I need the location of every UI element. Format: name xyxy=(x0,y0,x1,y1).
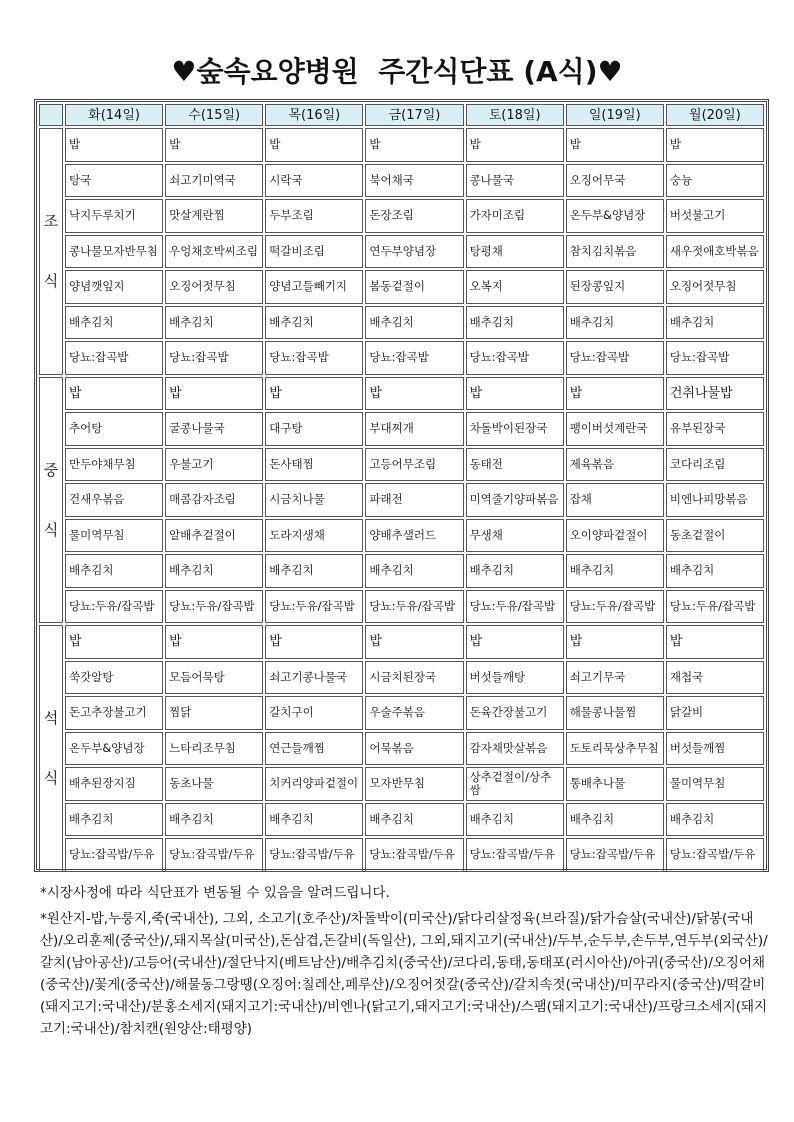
day-header: 금(17일) xyxy=(365,104,463,126)
menu-row xyxy=(39,625,764,659)
menu-cell: 배추김치 xyxy=(65,803,163,837)
menu-cell: 가자미조림 xyxy=(466,199,564,233)
menu-cell: 배추김치 xyxy=(566,306,664,340)
menu-cell: 밥 xyxy=(65,377,163,411)
menu-cell: 제육볶음 xyxy=(566,448,664,482)
menu-cell: 당뇨:잡곡밥 xyxy=(566,341,664,375)
menu-cell: 쇠고기미역국 xyxy=(165,164,263,198)
menu-table-frame xyxy=(34,99,769,872)
menu-cell: 양념깻잎지 xyxy=(65,270,163,304)
menu-cell: 쇠고기콩나물국 xyxy=(265,661,363,695)
menu-cell: 코다리조림 xyxy=(666,448,764,482)
menu-cell: 된장콩잎지 xyxy=(566,270,664,304)
menu-cell: 배추김치 xyxy=(666,803,764,837)
menu-cell: 비엔나피망볶음 xyxy=(666,483,764,517)
menu-row xyxy=(39,199,764,233)
menu-cell: 갈치구이 xyxy=(265,696,363,730)
menu-cell: 당뇨:잡곡밥/두유 xyxy=(566,838,664,872)
menu-cell: 시락국 xyxy=(265,164,363,198)
menu-cell: 우불고기 xyxy=(165,448,263,482)
menu-cell: 참치김치볶음 xyxy=(566,235,664,269)
menu-cell: 양념고들빼기지 xyxy=(265,270,363,304)
menu-cell: 배추김치 xyxy=(65,306,163,340)
menu-row xyxy=(39,767,764,801)
menu-cell: 동초겉절이 xyxy=(666,519,764,553)
menu-cell: 밥 xyxy=(466,625,564,659)
menu-cell: 동태전 xyxy=(466,448,564,482)
meal-label: 중 식 xyxy=(39,377,63,624)
menu-cell: 콩나물모자반무침 xyxy=(65,235,163,269)
menu-cell: 밥 xyxy=(566,625,664,659)
menu-cell: 버섯불고기 xyxy=(666,199,764,233)
menu-cell: 팽이버섯계란국 xyxy=(566,412,664,446)
menu-cell: 무생채 xyxy=(466,519,564,553)
menu-row xyxy=(39,306,764,340)
menu-cell: 배추김치 xyxy=(165,306,263,340)
menu-row xyxy=(39,164,764,198)
menu-row xyxy=(39,554,764,588)
menu-cell: 배추김치 xyxy=(666,306,764,340)
menu-cell: 돈육간장불고기 xyxy=(466,696,564,730)
menu-cell: 배추김치 xyxy=(365,554,463,588)
menu-cell: 해물콩나물찜 xyxy=(566,696,664,730)
menu-cell: 밥 xyxy=(365,625,463,659)
menu-row xyxy=(39,661,764,695)
notes-section xyxy=(40,882,770,1044)
menu-cell: 버섯들깨탕 xyxy=(466,661,564,695)
meal-label: 석 식 xyxy=(39,625,63,872)
menu-cell: 오징어젓무침 xyxy=(165,270,263,304)
menu-cell: 파래전 xyxy=(365,483,463,517)
menu-cell: 배추김치 xyxy=(466,554,564,588)
menu-cell: 숭늉 xyxy=(666,164,764,198)
menu-cell: 밥 xyxy=(265,625,363,659)
menu-cell: 당뇨:두유/잡곡밥 xyxy=(466,590,564,624)
menu-row xyxy=(39,377,764,411)
menu-cell: 배추김치 xyxy=(265,803,363,837)
menu-row xyxy=(39,519,764,553)
menu-cell: 당뇨:두유/잡곡밥 xyxy=(566,590,664,624)
menu-cell: 느타리조무침 xyxy=(165,732,263,766)
menu-cell: 모자반무침 xyxy=(365,767,463,801)
menu-cell: 쑥갓알탕 xyxy=(65,661,163,695)
menu-cell: 밥 xyxy=(666,128,764,162)
menu-cell: 건새우볶음 xyxy=(65,483,163,517)
menu-cell: 콩나물국 xyxy=(466,164,564,198)
menu-cell: 오복지 xyxy=(466,270,564,304)
menu-cell: 잡채 xyxy=(566,483,664,517)
menu-cell: 도토리묵상추무침 xyxy=(566,732,664,766)
menu-cell: 당뇨:잡곡밥 xyxy=(265,341,363,375)
menu-row xyxy=(39,696,764,730)
menu-cell: 떡갈비조림 xyxy=(265,235,363,269)
menu-cell: 고등어무조림 xyxy=(365,448,463,482)
menu-cell: 우술주볶음 xyxy=(365,696,463,730)
menu-cell: 배추김치 xyxy=(65,554,163,588)
menu-cell: 우엉채호박씨조림 xyxy=(165,235,263,269)
menu-cell: 밥 xyxy=(165,625,263,659)
menu-cell: 당뇨:잡곡밥/두유 xyxy=(666,838,764,872)
menu-cell: 배추김치 xyxy=(165,554,263,588)
menu-cell: 어묵볶음 xyxy=(365,732,463,766)
menu-cell: 밥 xyxy=(466,377,564,411)
page-title: ♥숲속요양병원 주간식단표 (A식)♥ xyxy=(171,55,623,88)
menu-cell: 차돌박이된장국 xyxy=(466,412,564,446)
menu-row xyxy=(39,838,764,872)
menu-cell: 동초나물 xyxy=(165,767,263,801)
menu-cell: 북어채국 xyxy=(365,164,463,198)
menu-row xyxy=(39,590,764,624)
menu-cell: 배추김치 xyxy=(566,554,664,588)
menu-cell: 배추김치 xyxy=(466,803,564,837)
menu-cell: 당뇨:잡곡밥 xyxy=(666,341,764,375)
menu-cell: 재첩국 xyxy=(666,661,764,695)
menu-cell: 탕평채 xyxy=(466,235,564,269)
menu-body xyxy=(39,128,764,872)
menu-cell: 배추김치 xyxy=(365,306,463,340)
menu-cell: 배추김치 xyxy=(566,803,664,837)
menu-cell: 오이양파겉절이 xyxy=(566,519,664,553)
day-header: 토(18일) xyxy=(466,104,564,126)
menu-cell: 밥 xyxy=(65,128,163,162)
menu-row xyxy=(39,732,764,766)
menu-cell: 쇠고기무국 xyxy=(566,661,664,695)
menu-cell: 밥 xyxy=(265,128,363,162)
menu-cell: 당뇨:잡곡밥/두유 xyxy=(265,838,363,872)
menu-cell: 물미역무침 xyxy=(666,767,764,801)
menu-row xyxy=(39,448,764,482)
menu-cell: 부대찌개 xyxy=(365,412,463,446)
menu-row xyxy=(39,483,764,517)
menu-cell: 오징어무국 xyxy=(566,164,664,198)
menu-cell: 대구탕 xyxy=(265,412,363,446)
menu-cell: 당뇨:두유/잡곡밥 xyxy=(165,590,263,624)
header-corner xyxy=(39,104,63,126)
menu-row xyxy=(39,235,764,269)
menu-cell: 돈장조림 xyxy=(365,199,463,233)
menu-row xyxy=(39,128,764,162)
menu-cell: 밥 xyxy=(566,377,664,411)
notice-text: *시장사정에 따라 식단표가 변동될 수 있음을 알려드립니다. xyxy=(40,885,390,901)
menu-cell: 매콤감자조림 xyxy=(165,483,263,517)
menu-cell: 감자채맛살볶음 xyxy=(466,732,564,766)
menu-cell: 밥 xyxy=(365,377,463,411)
menu-cell: 당뇨:잡곡밥 xyxy=(165,341,263,375)
menu-row xyxy=(39,341,764,375)
menu-cell: 시금치된장국 xyxy=(365,661,463,695)
menu-cell: 물미역무침 xyxy=(65,519,163,553)
day-header-row xyxy=(39,104,764,126)
menu-cell: 당뇨:두유/잡곡밥 xyxy=(365,590,463,624)
menu-cell: 온두부&양념장 xyxy=(566,199,664,233)
day-header: 화(14일) xyxy=(65,104,163,126)
menu-row xyxy=(39,803,764,837)
menu-cell: 밥 xyxy=(466,128,564,162)
menu-cell: 밥 xyxy=(566,128,664,162)
menu-cell: 연두부양념장 xyxy=(365,235,463,269)
meal-label: 조 식 xyxy=(39,128,63,375)
menu-cell: 닭갈비 xyxy=(666,696,764,730)
menu-cell: 배추김치 xyxy=(365,803,463,837)
menu-cell: 만두야채무침 xyxy=(65,448,163,482)
menu-cell: 밥 xyxy=(365,128,463,162)
menu-cell: 당뇨:잡곡밥 xyxy=(65,341,163,375)
menu-cell: 배추김치 xyxy=(265,306,363,340)
menu-cell: 두부조림 xyxy=(265,199,363,233)
menu-cell: 당뇨:잡곡밥/두유 xyxy=(365,838,463,872)
menu-cell: 연근들깨찜 xyxy=(265,732,363,766)
menu-cell: 배추김치 xyxy=(666,554,764,588)
menu-cell: 통배추나물 xyxy=(566,767,664,801)
menu-cell: 밥 xyxy=(165,377,263,411)
menu-cell: 맛살계란찜 xyxy=(165,199,263,233)
origin-text: *원산지-밥,누룽지,죽(국내산), 그외, 소고기(호주산)/차돌박이(미국산)/닭다리살정육(브라질)/닭가슴살(국내산)/닭봉(국내산)/오리훈제(중국산)/,돼지목살(미국산),돈삼겹,돈갈비(독일산), 그외,돼지고기(국내산)/두부,순두부,손두부,연두부(외국산)/갈치(남아공산)/고등어(국내산)/절단낙지(베트남산)/배추김치(중국산)/코다리,동태,동태포(러시아산)/아귀(중국산)/오징어채(중국산)/꽃게(중국산)/해물동그랑땡(오징어:칠레산,페루산)/오징어젓갈(중국산)/갈치속젓(국내산)/미꾸라지(중국산)/떡갈비(돼지고기:국내산)/분홍소세지(돼지고기:국내산)/비엔나(닭고기,돼지고기:국내산)/스팸(돼지고기:국내산)/프랑크소세지(돼지고기:국내산)/참치캔(원양산:태평양) xyxy=(40,911,768,1037)
menu-cell: 배추김치 xyxy=(466,306,564,340)
menu-cell: 배추된장지짐 xyxy=(65,767,163,801)
menu-cell: 찜닭 xyxy=(165,696,263,730)
menu-cell: 배추김치 xyxy=(165,803,263,837)
menu-row xyxy=(39,412,764,446)
day-header: 일(19일) xyxy=(566,104,664,126)
menu-cell: 배추김치 xyxy=(265,554,363,588)
day-header: 월(20일) xyxy=(666,104,764,126)
menu-cell: 봄동겉절이 xyxy=(365,270,463,304)
menu-cell: 도라지생채 xyxy=(265,519,363,553)
menu-cell: 당뇨:두유/잡곡밥 xyxy=(65,590,163,624)
menu-cell: 버섯들깨찜 xyxy=(666,732,764,766)
menu-row xyxy=(39,270,764,304)
menu-cell: 밥 xyxy=(265,377,363,411)
menu-cell: 모듬어묵탕 xyxy=(165,661,263,695)
menu-cell: 시금치나물 xyxy=(265,483,363,517)
menu-cell: 당뇨:두유/잡곡밥 xyxy=(265,590,363,624)
day-header: 수(15일) xyxy=(165,104,263,126)
menu-cell: 건취나물밥 xyxy=(666,377,764,411)
menu-cell: 당뇨:잡곡밥/두유 xyxy=(65,838,163,872)
menu-cell: 추어탕 xyxy=(65,412,163,446)
menu-cell: 당뇨:잡곡밥 xyxy=(466,341,564,375)
menu-cell: 돈고추장불고기 xyxy=(65,696,163,730)
day-header: 목(16일) xyxy=(265,104,363,126)
menu-cell: 밥 xyxy=(65,625,163,659)
menu-cell: 당뇨:잡곡밥 xyxy=(365,341,463,375)
menu-cell: 밥 xyxy=(165,128,263,162)
menu-cell: 낙지두루치기 xyxy=(65,199,163,233)
menu-cell: 당뇨:잡곡밥/두유 xyxy=(165,838,263,872)
menu-cell: 굴콩나물국 xyxy=(165,412,263,446)
menu-cell: 미역줄기양파볶음 xyxy=(466,483,564,517)
menu-cell: 밥 xyxy=(666,625,764,659)
menu-cell: 당뇨:잡곡밥/두유 xyxy=(466,838,564,872)
menu-cell: 당뇨:두유/잡곡밥 xyxy=(666,590,764,624)
menu-cell: 유부된장국 xyxy=(666,412,764,446)
menu-cell: 돈사태찜 xyxy=(265,448,363,482)
menu-cell: 새우젓애호박볶음 xyxy=(666,235,764,269)
menu-cell: 오징어젓무침 xyxy=(666,270,764,304)
menu-cell: 탕국 xyxy=(65,164,163,198)
menu-cell: 알배추겉절이 xyxy=(165,519,263,553)
menu-cell: 치커리양파겉절이 xyxy=(265,767,363,801)
menu-cell: 상추겉절이/상추쌈 xyxy=(466,767,564,801)
menu-cell: 양배추샐러드 xyxy=(365,519,463,553)
menu-table xyxy=(37,102,766,874)
menu-cell: 온두부&양념장 xyxy=(65,732,163,766)
